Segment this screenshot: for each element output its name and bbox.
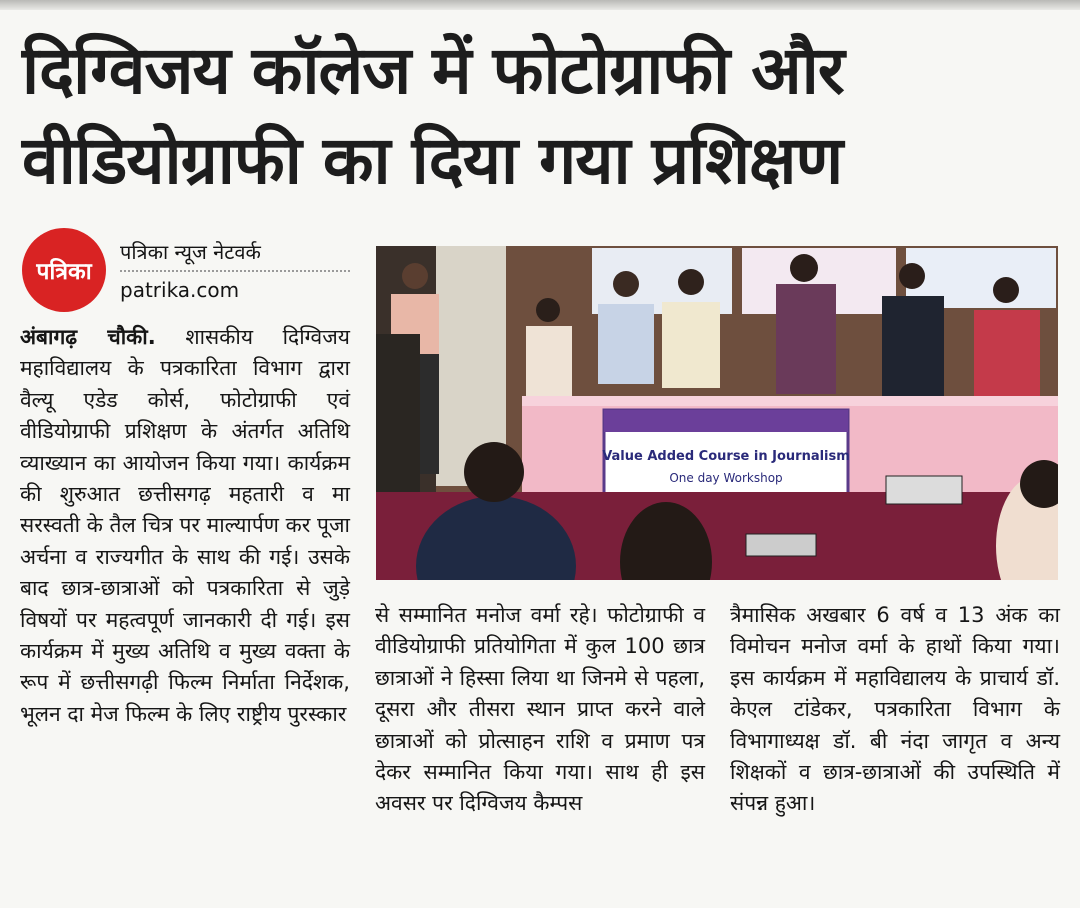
byline-network: पत्रिका न्यूज नेटवर्क	[120, 238, 350, 272]
patrika-logo	[22, 228, 106, 312]
logo-text: पत्रिका	[36, 259, 92, 285]
article-column-1-text: शासकीय दिग्विजय महाविद्यालय के पत्रकारिता विभाग द्वारा वैल्यू एडेड कोर्स, फोटोग्राफी एवं वीडियोग्राफी प्रशिक्षण के अंतर्गत अतिथि व्याख्यान का आयोजन किया गया। कार्यक्रम की शुरुआत छत्तीसगढ़ महतारी व मा सरस्वती के तैल चित्र पर माल्यार्पण कर पूजा अर्चना व राज्यगीत के साथ की गई। उसके बाद छात्र-छात्राओं को पत्रकारिता से जुड़े विषयों पर महत्वपूर्ण जानकारी दी गई। इस कार्यक्रम में मुख्य अतिथि व मुख्य वक्ता के रूप में छत्तीसगढ़ी फिल्म निर्माता निर्देशक, भूलन दा मेज फिल्म के लिए राष्ट्रीय पुरस्कार	[20, 325, 350, 726]
article-column-1	[20, 322, 350, 730]
headline: दिग्विजय कॉलेज में फोटोग्राफी और वीडियोग्राफी का दिया गया प्रशिक्षण	[22, 32, 844, 199]
dateline: अंबागढ़ चौकी.	[20, 325, 156, 349]
article-column-3: त्रैमासिक अखबार 6 वर्ष व 13 अंक का विमोचन मनोज वर्मा के हाथों किया गया। इस कार्यक्रम में महाविद्यालय के प्राचार्य डॉ. केएल टांडेकर, पत्रकारिता विभाग के विभागाध्यक्ष डॉ. बी नंदा जागृत व अन्य शिक्षकों व छात्र-छात्राओं की उपस्थिति में संपन्न हुआ।	[730, 603, 1060, 816]
article-column-2: से सम्मानित मनोज वर्मा रहे। फोटोग्राफी व वीडियोग्राफी प्रतियोगिता में कुल 100 छात्र छात्राओं ने हिस्सा लिया था जिनमे से पहला, दूसरा और तीसरा स्थान प्राप्त करने वाले छात्राओं को प्रोत्साहन राशि व प्रमाण पत्र देकर सम्मानित किया गया। साथ ही इस अवसर पर दिग्विजय कैम्पस	[375, 603, 705, 816]
event-photo-illustration	[376, 246, 1058, 580]
byline-url: patrika.com	[120, 278, 240, 302]
byline	[120, 238, 350, 304]
clipped-previous-article-strip	[0, 0, 1080, 10]
news-photo	[376, 246, 1058, 580]
banner-subtitle: One day Workshop	[669, 471, 783, 485]
banner-title: Value Added Course in Journalism	[602, 449, 850, 464]
